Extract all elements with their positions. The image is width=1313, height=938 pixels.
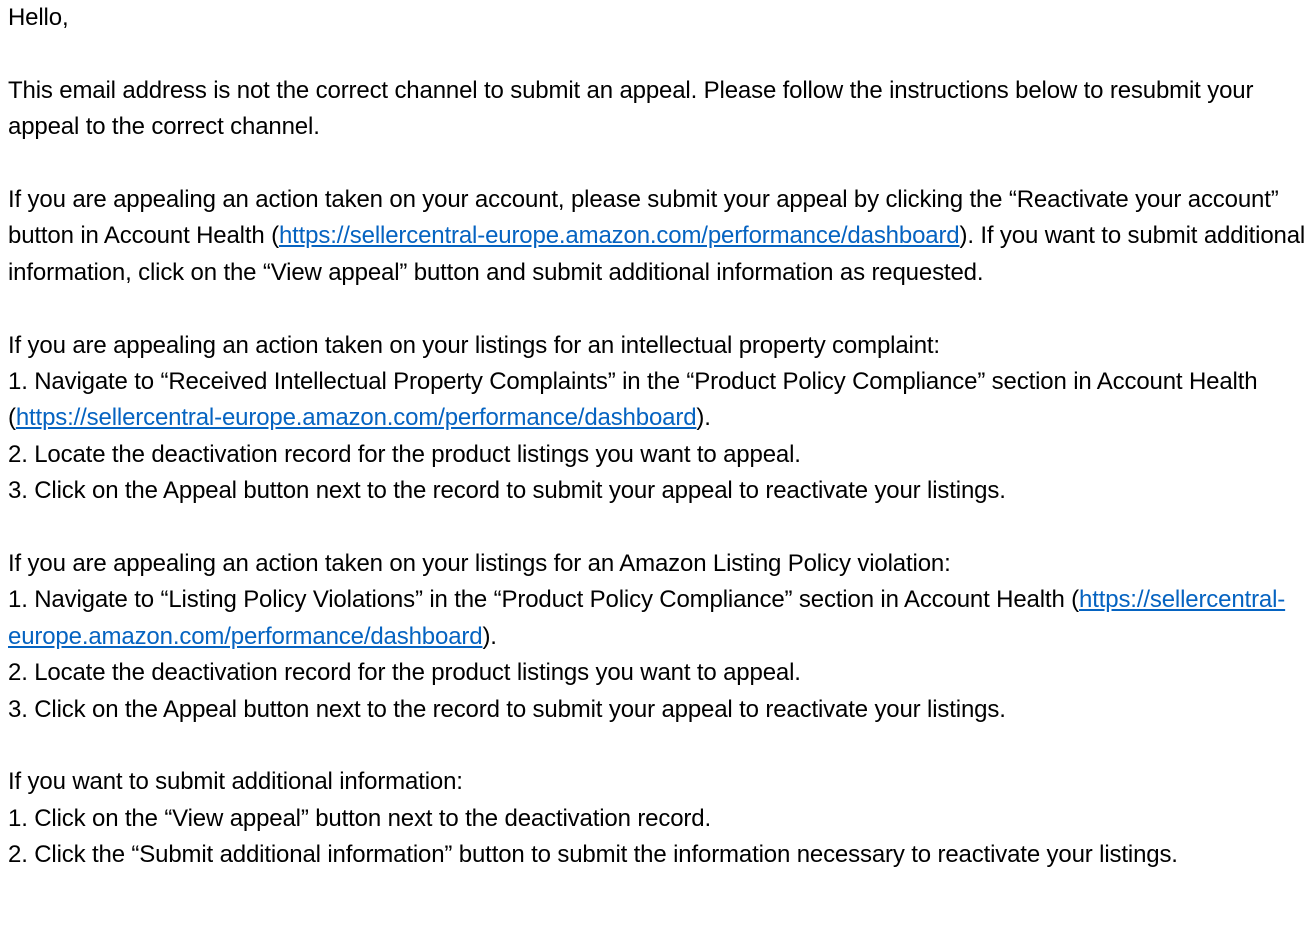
paragraph-spacer [8,510,1310,546]
ip-step-1 [8,364,1310,437]
paragraph-spacer [8,728,1310,764]
paragraph-spacer [8,291,1310,327]
greeting: Hello, [8,4,69,31]
account-text-before-link: If you are appealing an action taken on your account, please submit your appeal by clicking the “Reactivate your account” button in Account Health ( [8,186,1279,250]
additional-section-heading: If you want to submit additional information: [8,768,463,796]
account-appeal-paragraph [8,182,1310,291]
additional-step-1: 1. Click on the “View appeal” button next to the deactivation record. [8,804,711,832]
ip-account-health-link[interactable]: https://sellercentral-europe.amazon.com/performance/dashboard [15,404,697,432]
intro-paragraph: This email address is not the correct channel to submit an appeal. Please follow the instructions below to resubmit your appeal to the correct channel. [8,76,1254,141]
listing-step-1-text-before-link: 1. Navigate to “Listing Policy Violations” in the “Product Policy Compliance” section in Account Health ( [8,586,1080,614]
ip-step-1-text-after-link: ). [696,404,711,432]
paragraph-spacer [8,36,1310,72]
paragraph-spacer [8,146,1310,182]
ip-section-heading: If you are appealing an action taken on your listings for an intellectual property complaint: [8,331,940,359]
ip-step-1-text-before-link: 1. Navigate to “Received Intellectual Property Complaints” in the “Product Policy Compliance” section in Account Health ( [8,368,1258,432]
listing-step-2: 2. Locate the deactivation record for the product listings you want to appeal. [8,659,801,687]
listing-step-3: 3. Click on the Appeal button next to the record to submit your appeal to reactivate your listings. [8,695,1006,723]
account-health-link[interactable]: https://sellercentral-europe.amazon.com/performance/dashboard [278,222,960,250]
listing-section-heading: If you are appealing an action taken on your listings for an Amazon Listing Policy violation: [8,550,951,578]
email-body [8,0,1310,874]
ip-step-3: 3. Click on the Appeal button next to the record to submit your appeal to reactivate your listings. [8,477,1006,505]
listing-step-1-text-after-link: ). [482,622,497,650]
listing-step-1 [8,582,1310,655]
ip-step-2: 2. Locate the deactivation record for the product listings you want to appeal. [8,440,801,468]
listing-account-health-link[interactable]: https://sellercentral-europe.amazon.com/performance/dashboard [8,586,1286,650]
additional-step-2: 2. Click the “Submit additional information” button to submit the information necessary to reactivate your listings. [8,841,1178,869]
account-text-after-link: ). If you want to submit additional information, click on the “View appeal” button and submit additional information as requested. [8,222,1306,286]
